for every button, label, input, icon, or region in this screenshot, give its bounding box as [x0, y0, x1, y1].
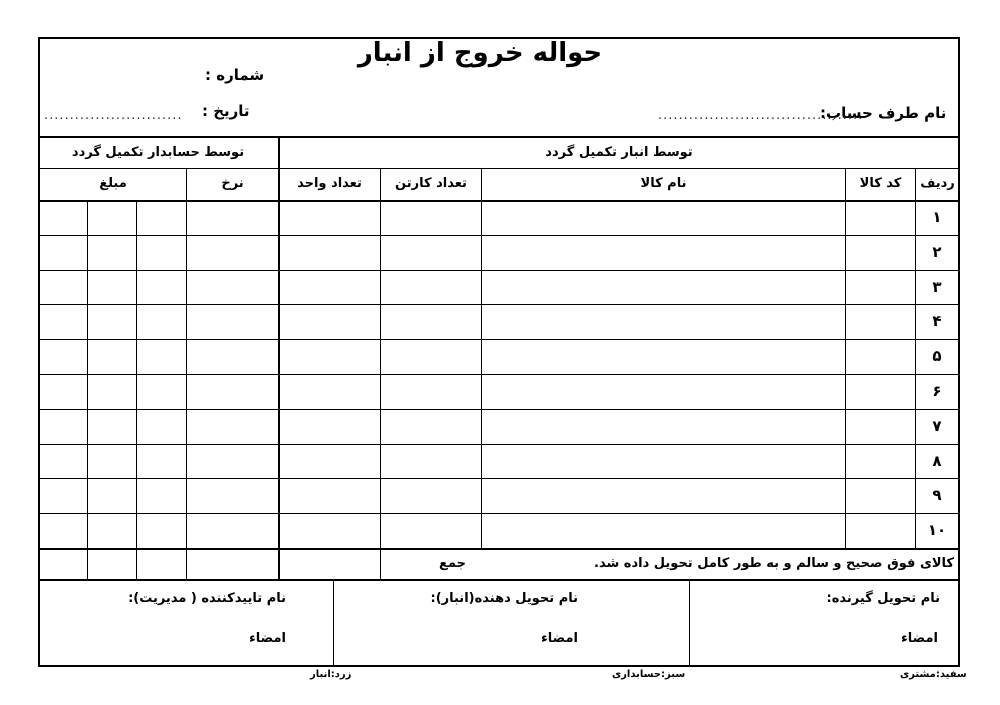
date-label: تاریخ :	[202, 102, 250, 120]
col-line-row	[915, 168, 916, 549]
accountant-section-heading: توسط حسابدار تکمیل گردد	[71, 145, 245, 160]
header-divider	[39, 136, 959, 138]
row-number: ۵	[932, 347, 942, 366]
deliverer-label: نام تحویل دهنده(انبار):	[430, 591, 578, 606]
deliverer-sign-label: امضاء	[541, 631, 578, 646]
date-field[interactable]: ...........................	[44, 108, 183, 123]
amount-sub-line-2	[136, 200, 137, 580]
row-line	[39, 304, 959, 305]
account-field[interactable]: ........................................	[658, 108, 864, 123]
approver-label: نام تاییدکننده ( مدیریت):	[128, 591, 286, 606]
approver-sign-label: امضاء	[249, 631, 286, 646]
row-number: ۶	[932, 382, 942, 400]
row-number: ۳	[932, 277, 942, 296]
total-top-line	[39, 548, 959, 550]
account-label: نام طرف حساب:	[820, 104, 947, 122]
total-label-text: جمع	[439, 556, 466, 571]
copy-white: سفید:مشتری	[900, 669, 967, 680]
row-number: ۷	[932, 416, 942, 435]
row-line	[39, 339, 959, 340]
column-header-divider	[39, 200, 959, 202]
col-header-rate: نرخ	[221, 176, 244, 191]
col-header-amount: مبلغ	[99, 176, 127, 191]
col-line-code	[845, 168, 846, 549]
receiver-label: نام تحویل گیرنده:	[826, 591, 940, 606]
number-label: شماره :	[205, 66, 265, 84]
row-line	[39, 444, 959, 445]
row-line	[39, 270, 959, 271]
signature-top-line	[39, 579, 959, 581]
warehouse-section-heading: توسط انبار تکمیل گردد	[545, 145, 693, 160]
row-number: ۱۰	[927, 521, 947, 540]
row-number: ۲	[932, 242, 942, 261]
col-header-row: ردیف	[920, 176, 955, 191]
row-number: ۸	[932, 451, 942, 470]
row-line	[39, 478, 959, 479]
copy-yellow: زرد:انبار	[310, 669, 352, 680]
form-frame	[38, 37, 960, 667]
row-line	[39, 374, 959, 375]
col-line-name	[481, 168, 482, 549]
total-label	[187, 556, 466, 571]
section-divider	[39, 168, 959, 169]
col-header-cartons: تعداد کارتن	[395, 176, 467, 191]
row-number: ۹	[932, 486, 942, 505]
col-line-rate	[186, 168, 187, 580]
form-title: حواله خروج از انبار	[357, 38, 603, 68]
row-line	[39, 409, 959, 410]
delivery-statement: کالای فوق صحیح و سالم و به طور کامل تحویل داده شد.	[594, 556, 954, 571]
col-line-cartons	[380, 168, 381, 580]
row-number: ۱	[932, 208, 942, 226]
col-header-units: تعداد واحد	[297, 176, 362, 191]
col-header-code: کد کالا	[859, 176, 902, 191]
section-separator	[278, 136, 280, 580]
row-line	[39, 513, 959, 514]
amount-sub-line-1	[87, 200, 88, 580]
col-header-name: نام کالا	[640, 176, 687, 191]
copy-green: سبز:حسابداری	[612, 669, 686, 680]
receiver-sign-label: امضاء	[901, 631, 938, 646]
row-line	[39, 235, 959, 236]
row-number: ۴	[932, 312, 942, 331]
